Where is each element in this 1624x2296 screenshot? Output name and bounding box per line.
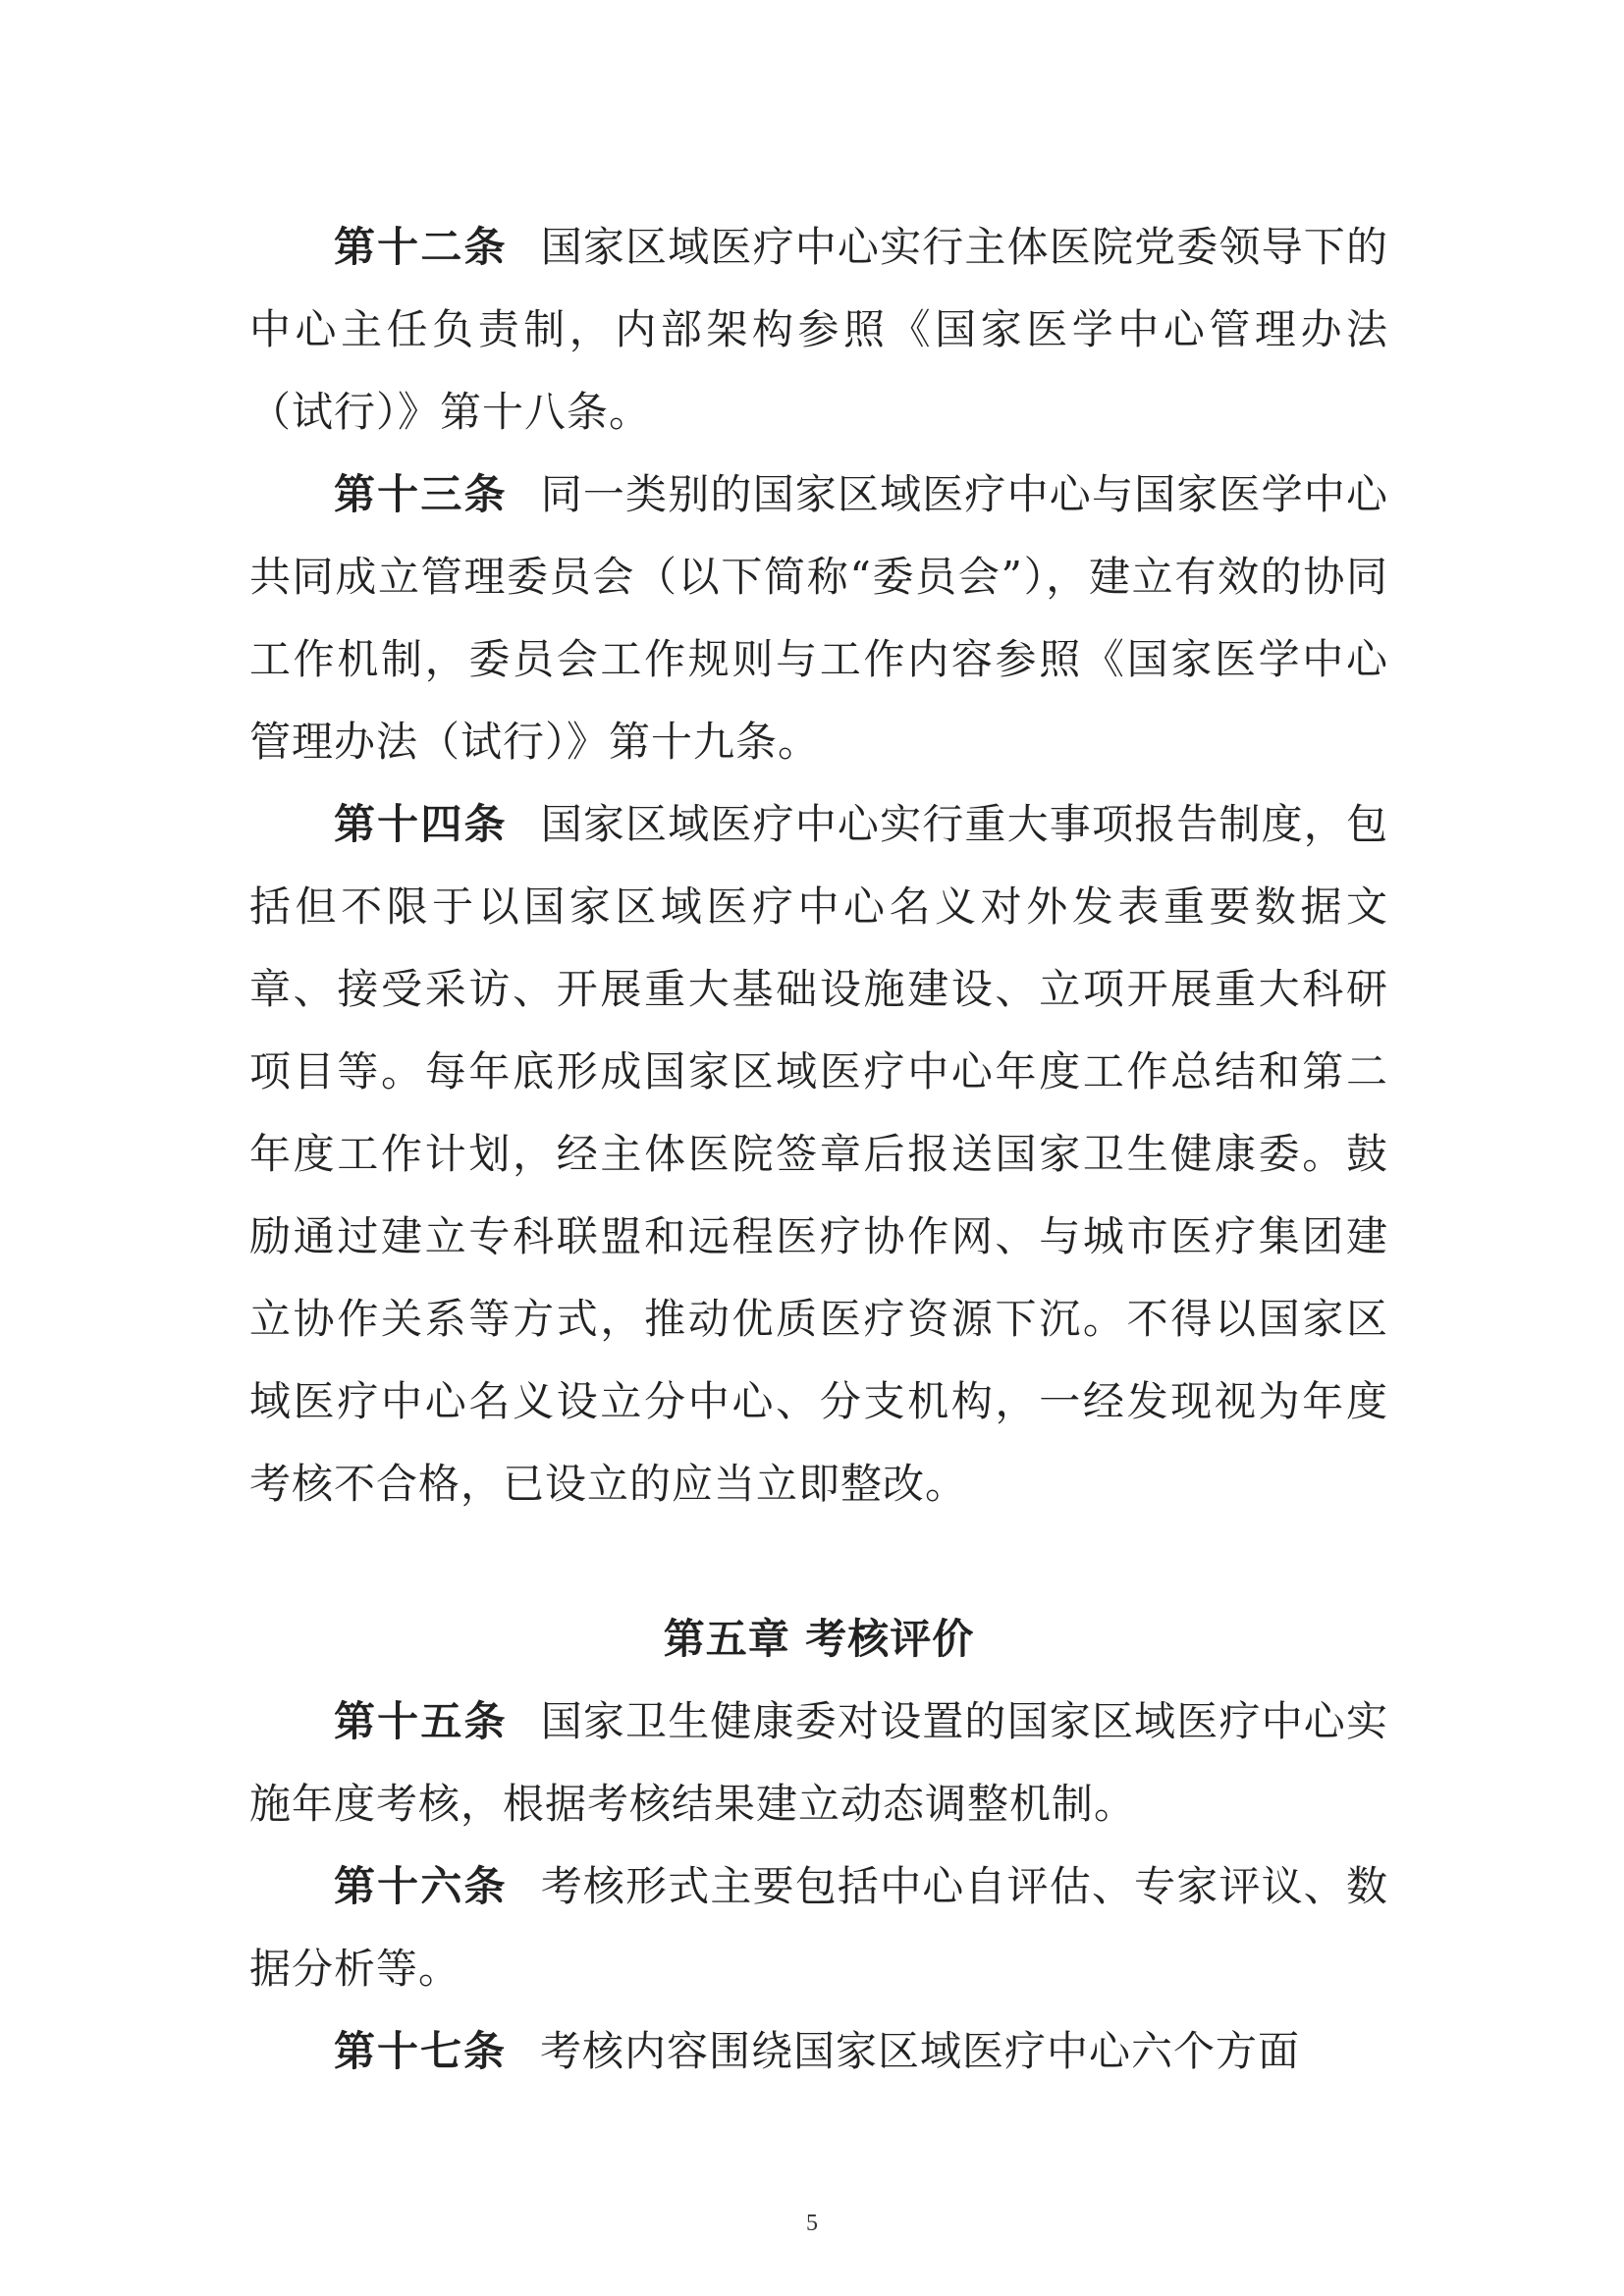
article-text: 国家区域医疗中心实行主体医院党委领导下的中心主任负责制，内部架构参照《国家医学中心管理办法（试行）》第十八条。 (249, 223, 1388, 436)
article-text: 考核形式主要包括中心自评估、专家评议、数据分析等。 (249, 1862, 1388, 1993)
page-content (249, 206, 1388, 2093)
article-text: 国家区域医疗中心实行重大事项报告制度，包括但不限于以国家区域医疗中心名义对外发表重要数据文章、接受采访、开展重大基础设施建设、立项开展重大科研项目等。每年底形成国家区域医疗中心年度工作总结和第二年度工作计划，经主体医院签章后报送国家卫生健康委。鼓励通过建立专科联盟和远程医疗协作网、与城市医疗集团建立协作关系等方式，推动优质医疗资源下沉。不得以国家区域医疗中心名义设立分中心、分支机构，一经发现视为年度考核不合格，已设立的应当立即整改。 (249, 800, 1388, 1508)
article-16 (249, 1845, 1388, 2010)
article-14 (249, 783, 1388, 1525)
article-heading: 第十六条 (334, 1862, 508, 1910)
article-heading: 第十三条 (334, 470, 508, 518)
article-13 (249, 454, 1388, 783)
chapter-title: 第五章 考核评价 (663, 1615, 975, 1663)
article-text: 国家卫生健康委对设置的国家区域医疗中心实施年度考核，根据考核结果建立动态调整机制。 (249, 1697, 1388, 1828)
page-number: 5 (806, 2211, 818, 2236)
article-heading: 第十五条 (334, 1697, 508, 1745)
article-12 (249, 206, 1388, 454)
article-text: 同一类别的国家区域医疗中心与国家医学中心共同成立管理委员会（以下简称“委员会”），建立有效的协同工作机制，委员会工作规则与工作内容参照《国家医学中心管理办法（试行）》第十九条。 (249, 470, 1388, 766)
article-heading: 第十七条 (334, 2027, 508, 2075)
article-heading: 第十二条 (334, 223, 508, 271)
article-text: 考核内容围绕国家区域医疗中心六个方面 (540, 2027, 1301, 2075)
article-15 (249, 1681, 1388, 1845)
article-heading: 第十四条 (334, 800, 508, 848)
article-17 (249, 2010, 1388, 2093)
